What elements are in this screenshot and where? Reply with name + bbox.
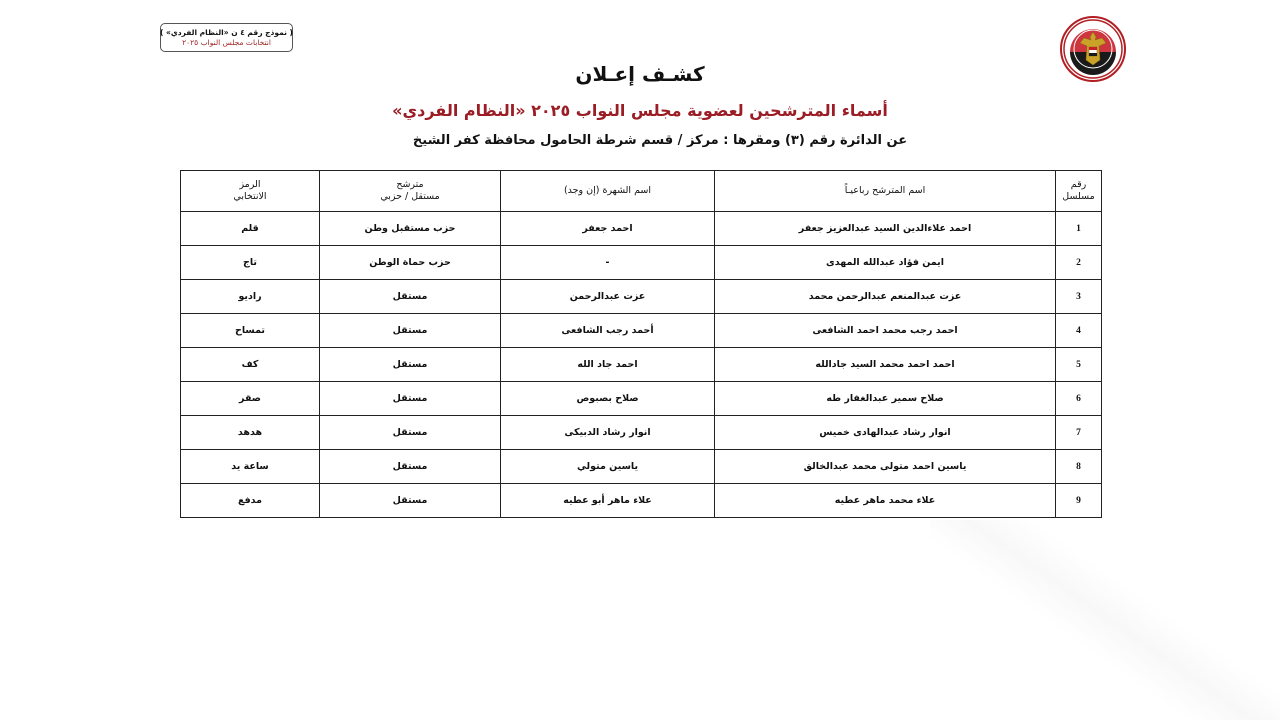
- header-symbol: [181, 171, 320, 212]
- cell-full-name: احمد احمد محمد السيد جادالله: [715, 348, 1056, 382]
- candidates-table: [180, 170, 1102, 518]
- header-symbol-line2: الانتخابي: [233, 191, 267, 202]
- cell-symbol: تمساح: [181, 314, 320, 348]
- table-row: [181, 450, 1102, 484]
- cell-symbol: مدفع: [181, 484, 320, 518]
- table-row: [181, 382, 1102, 416]
- table-row: [181, 484, 1102, 518]
- header-type-line2: مستقل / حزبي: [380, 191, 440, 202]
- header-nickname: اسم الشهرة (إن وجد): [501, 171, 715, 212]
- table-row: [181, 212, 1102, 246]
- cell-nickname: أحمد رجب الشافعى: [501, 314, 715, 348]
- cell-nickname: انوار رشاد الدبيكى: [501, 416, 715, 450]
- table-row: [181, 246, 1102, 280]
- cell-candidate-type: مستقل: [320, 416, 501, 450]
- header-full-name: اسم المترشح رباعيـاً: [715, 171, 1056, 212]
- table-row: [181, 416, 1102, 450]
- form-number-label: ( نموذج رقم ٤ ن «النظام الفردي» ): [160, 27, 293, 37]
- district-info: عن الدائرة رقم (٣) ومقرها : مركز / قسم شرطة الحامول محافظة كفر الشيخ: [412, 133, 908, 148]
- cell-serial: 7: [1056, 416, 1102, 450]
- cell-nickname: صلاح بصبوص: [501, 382, 715, 416]
- cell-symbol: هدهد: [181, 416, 320, 450]
- faint-watermark: [930, 520, 1280, 720]
- cell-candidate-type: مستقل: [320, 450, 501, 484]
- cell-nickname: علاء ماهر أبو عطيه: [501, 484, 715, 518]
- election-name-label: انتخابات مجلس النواب ٢٠٢٥: [182, 37, 271, 47]
- cell-full-name: ياسين احمد متولى محمد عبدالخالق: [715, 450, 1056, 484]
- cell-symbol: تاج: [181, 246, 320, 280]
- cell-nickname: احمد جاد الله: [501, 348, 715, 382]
- cell-full-name: صلاح سمير عبدالغفار طه: [715, 382, 1056, 416]
- cell-serial: 9: [1056, 484, 1102, 518]
- cell-symbol: كف: [181, 348, 320, 382]
- cell-serial: 1: [1056, 212, 1102, 246]
- cell-nickname: احمد جعفر: [501, 212, 715, 246]
- cell-serial: 6: [1056, 382, 1102, 416]
- cell-candidate-type: مستقل: [320, 348, 501, 382]
- form-number-box: [160, 23, 293, 52]
- cell-nickname: -: [501, 246, 715, 280]
- cell-full-name: عزت عبدالمنعم عبدالرحمن محمد: [715, 280, 1056, 314]
- cell-nickname: ياسين متولي: [501, 450, 715, 484]
- cell-candidate-type: مستقل: [320, 382, 501, 416]
- header-candidate-type: [320, 171, 501, 212]
- table-header-row: [181, 171, 1102, 212]
- cell-symbol: صقر: [181, 382, 320, 416]
- cell-full-name: احمد علاءالدين السيد عبدالعزيز جعفر: [715, 212, 1056, 246]
- cell-full-name: علاء محمد ماهر عطيه: [715, 484, 1056, 518]
- header-serial: [1056, 171, 1102, 212]
- header-serial-line2: مسلسل: [1062, 191, 1095, 202]
- table-row: [181, 348, 1102, 382]
- cell-candidate-type: مستقل: [320, 280, 501, 314]
- cell-full-name: ايمن فؤاد عبدالله المهدى: [715, 246, 1056, 280]
- cell-candidate-type: مستقل: [320, 314, 501, 348]
- cell-symbol: قلم: [181, 212, 320, 246]
- cell-symbol: راديو: [181, 280, 320, 314]
- table-row: [181, 314, 1102, 348]
- cell-candidate-type: حزب حماة الوطن: [320, 246, 501, 280]
- cell-serial: 8: [1056, 450, 1102, 484]
- cell-serial: 5: [1056, 348, 1102, 382]
- cell-symbol: ساعة يد: [181, 450, 320, 484]
- cell-candidate-type: مستقل: [320, 484, 501, 518]
- cell-serial: 3: [1056, 280, 1102, 314]
- page-title: كشـف إعـلان: [575, 62, 705, 86]
- cell-serial: 2: [1056, 246, 1102, 280]
- cell-serial: 4: [1056, 314, 1102, 348]
- cell-full-name: احمد رجب محمد احمد الشافعى: [715, 314, 1056, 348]
- cell-nickname: عزت عبدالرحمن: [501, 280, 715, 314]
- page-subtitle: أسماء المترشحين لعضوية مجلس النواب ٢٠٢٥ «النظام الفردي»: [392, 101, 888, 120]
- cell-full-name: انوار رشاد عبدالهادى خميس: [715, 416, 1056, 450]
- header-symbol-line1: الرمز: [239, 179, 261, 190]
- header-type-line1: مترشح: [396, 179, 424, 190]
- cell-candidate-type: حزب مستقبل وطن: [320, 212, 501, 246]
- table-row: [181, 280, 1102, 314]
- header-serial-line1: رقم: [1070, 179, 1087, 190]
